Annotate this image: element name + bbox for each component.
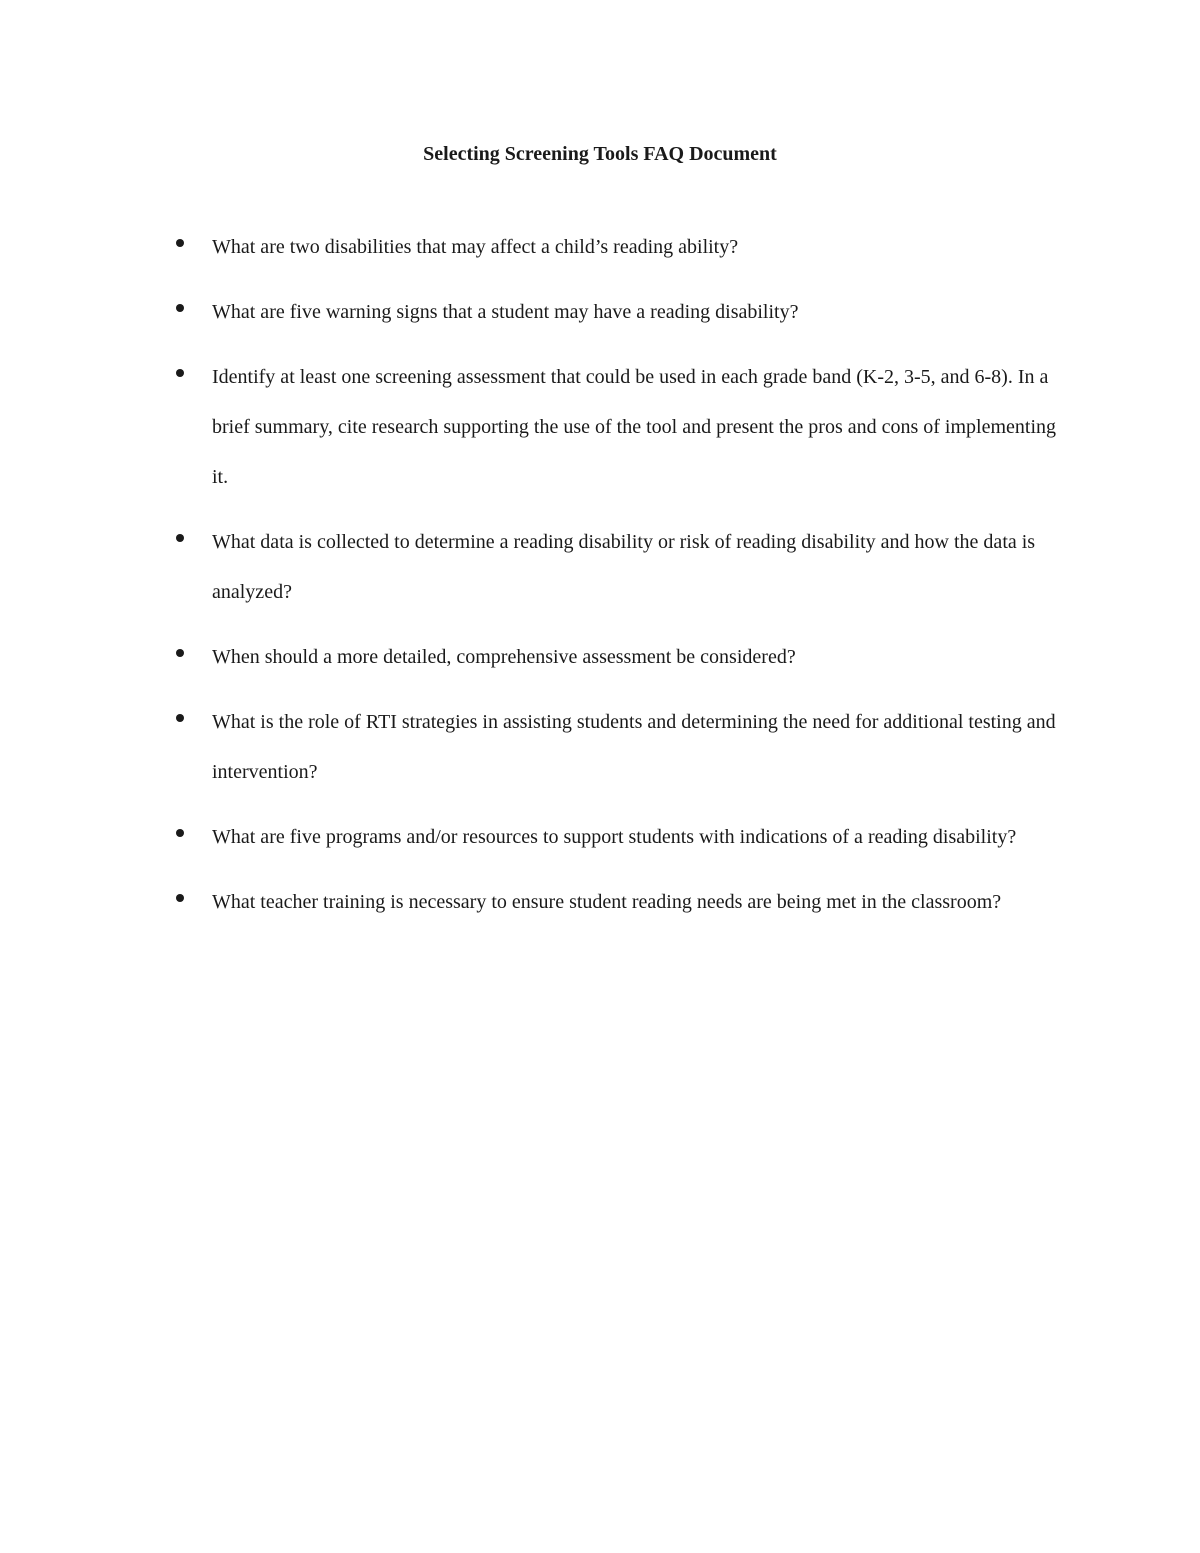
faq-question-list xyxy=(0,222,1200,942)
bullet-icon xyxy=(176,649,184,657)
faq-question-text: What are five programs and/or resources to support students with indications of a reading disability? xyxy=(212,826,1017,848)
bullet-icon xyxy=(176,304,184,312)
faq-question-text: Identify at least one screening assessment that could be used in each grade band (K-2, 3-5, and 6-8). In a brief summary, cite research supporting the use of the tool and present the pros and cons of implementing it. xyxy=(212,366,1057,488)
bullet-icon xyxy=(176,894,184,902)
bullet-icon xyxy=(176,239,184,247)
faq-question-text: What teacher training is necessary to ensure student reading needs are being met in the classroom? xyxy=(212,891,1002,913)
faq-question-text: What are five warning signs that a student may have a reading disability? xyxy=(212,301,799,323)
faq-question-item xyxy=(0,287,1200,337)
faq-question-text: What is the role of RTI strategies in assisting students and determining the need for additional testing and intervention? xyxy=(212,711,1056,783)
faq-question-item xyxy=(0,222,1200,272)
faq-question-text: What data is collected to determine a reading disability or risk of reading disability and how the data is analyzed? xyxy=(212,531,1036,603)
faq-question-item xyxy=(0,632,1200,682)
bullet-icon xyxy=(176,714,184,722)
faq-question-item xyxy=(0,877,1200,927)
faq-question-item xyxy=(0,697,1200,797)
faq-question-item xyxy=(0,352,1200,502)
document-title: Selecting Screening Tools FAQ Document xyxy=(423,143,777,165)
faq-question-text: When should a more detailed, comprehensive assessment be considered? xyxy=(212,646,796,668)
faq-question-text: What are two disabilities that may affect a child’s reading ability? xyxy=(212,236,739,258)
faq-question-item xyxy=(0,812,1200,862)
bullet-icon xyxy=(176,534,184,542)
bullet-icon xyxy=(176,369,184,377)
faq-question-item xyxy=(0,517,1200,617)
bullet-icon xyxy=(176,829,184,837)
